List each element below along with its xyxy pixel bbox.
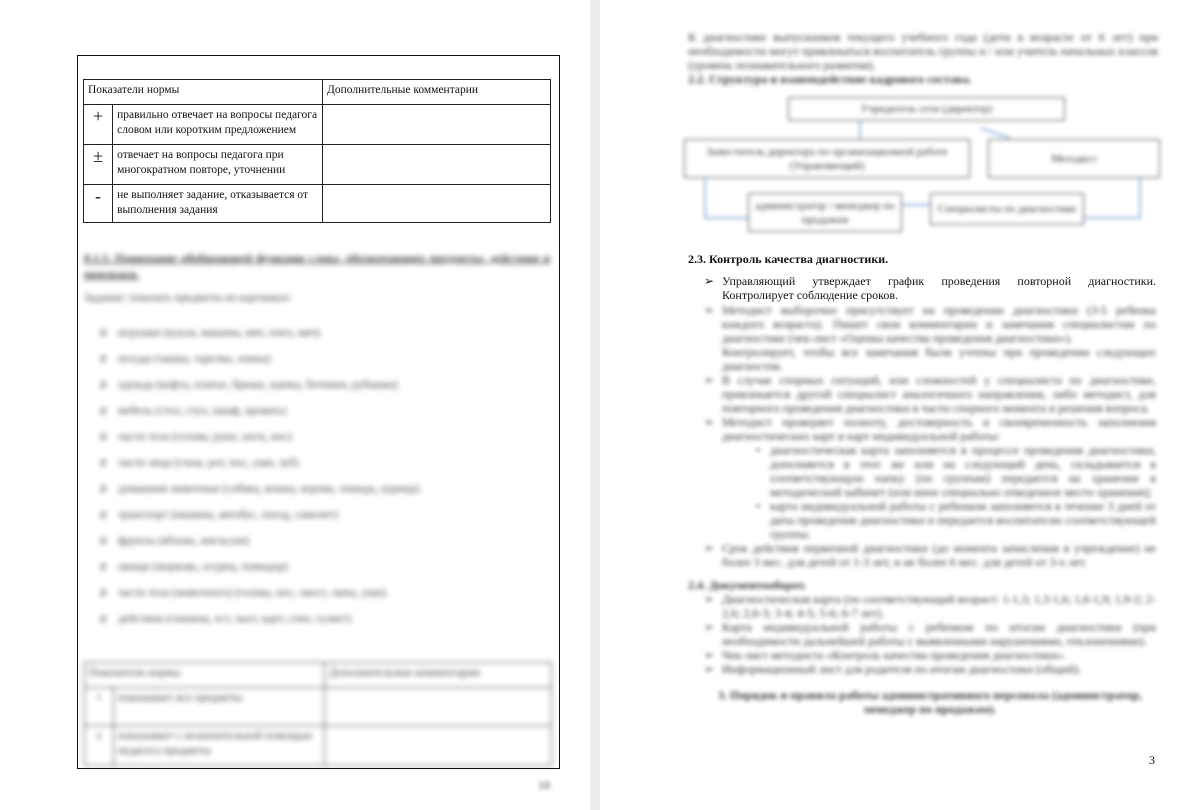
row-text: не выполняет задание, отказывается от выполнения задания xyxy=(113,185,323,223)
header-indicators: Показатели нормы xyxy=(84,80,323,105)
norms-table xyxy=(83,79,551,223)
hash-bullet-icon: # xyxy=(100,559,107,574)
org-box-founder: Учредитель сети (директор) xyxy=(788,97,1065,121)
table-row xyxy=(84,105,551,145)
symbol-plus: + xyxy=(85,688,114,726)
list-item: ➢ Срок действия первичной диагностики (до момента зачисления в учреждение) не более 3 мес. для детей от 1-3 лет, и не более 6 мес. для детей от 3-х лет. xyxy=(704,541,1156,569)
list-item: # овощи (морковь, огурец, помидор) xyxy=(100,559,288,574)
right-page xyxy=(600,0,1199,810)
quality-blurred-list xyxy=(704,303,1156,569)
row-text: правильно отвечает на вопросы педагога словом или коротким предложением xyxy=(113,105,323,145)
row-comment xyxy=(323,185,551,223)
org-box-deputy: Заместитель директора по организационной работе (Управляющий) xyxy=(684,139,970,178)
symbol-plus-minus: ± xyxy=(85,726,114,766)
header-comments: Дополнительные комментарии xyxy=(323,80,551,105)
quality-heading: 2.3. Контроль качества диагностики. xyxy=(688,252,889,266)
row-text: отвечает на вопросы педагога при многократном повторе, уточнении xyxy=(113,145,323,185)
row-comment xyxy=(325,726,552,766)
hash-bullet-icon: # xyxy=(100,403,107,418)
row-comment xyxy=(323,105,551,145)
row-comment xyxy=(323,145,551,185)
left-page xyxy=(0,0,590,810)
list-item: # части лица (глаза, рот, нос, уши, зуб) xyxy=(100,455,299,470)
hash-bullet-icon: # xyxy=(100,533,107,548)
list-item: # части тела (животного) (голова, нос, хвост, лапы, уши) xyxy=(100,585,387,600)
list-item: ➢ Чек-лист методиста «Контроль качества проведения диагностики». xyxy=(704,648,1156,662)
list-item: • карта индивидуальной работы с ребенком заполняется в течение 3 дней от даты проведения диагностики и передается воспитателю соответствующей группы. xyxy=(756,499,1156,541)
hash-bullet-icon: # xyxy=(100,325,107,340)
structure-heading: 2.2. Структура и взаимодействие кадрового состава. xyxy=(688,72,972,86)
org-box-specialists: Специалисты по диагностике xyxy=(930,193,1084,225)
symbol-plus: + xyxy=(84,105,113,145)
header-comments: Дополнительные комментарии xyxy=(325,663,552,688)
table-row xyxy=(85,688,552,726)
hash-bullet-icon: # xyxy=(100,351,107,366)
hash-bullet-icon: # xyxy=(100,377,107,392)
page-number: 3 xyxy=(1149,753,1155,767)
table-row xyxy=(85,726,552,766)
hash-bullet-icon: # xyxy=(100,481,107,496)
row-text: показывает с незначительной помощью педагога предметы xyxy=(114,726,325,766)
list-item: # фрукты (яблоко, апельсин) xyxy=(100,533,249,548)
list-item: # мебель (стол, стул, шкаф, кровать) xyxy=(100,403,287,418)
table-header-row xyxy=(84,80,551,105)
list-item: # домашние животные (собака, кошка, корова, лошадь, курица) xyxy=(100,481,420,496)
list-item: ➢ Диагностическая карта (по соответствующий возраст: 1-1,3; 1,3-1,6; 1,6-1,9; 1,9-2; 2-2,6; 2,6-3; 3-4; 4-5; 5-6; 6-7 лет). xyxy=(704,592,1156,620)
header-indicators: Показатели нормы xyxy=(85,663,325,688)
hash-bullet-icon: # xyxy=(100,429,107,444)
org-box-admin: администратор / менеджер по продажам xyxy=(748,193,902,232)
list-item: # действия (спишеш, ест, пьет, идет, спит, гуляет) xyxy=(100,611,351,626)
table-row xyxy=(84,145,551,185)
row-comment xyxy=(325,688,552,726)
arrow-bullet-icon: ➢ xyxy=(704,274,715,288)
quality-list xyxy=(704,274,1156,302)
list-item: ➢ Методист выборочно присутствует на проведении диагностики (3-5 ребенка каждого возраста). Пишет свои комментарии и замечания специалистам по диагностике (чек-лист «Оценка качества проведения диагностики»). xyxy=(704,303,1156,345)
section-task: Задание: показать предметы на картинках: xyxy=(84,292,292,304)
symbol-plus-minus: ± xyxy=(84,145,113,185)
symbol-minus: - xyxy=(84,185,113,223)
list-item: ➢ Управляющий утверждает график проведения повторной диагностики. Контролирует соблюдение сроков. xyxy=(704,274,1156,302)
page-number: 10 xyxy=(538,778,550,792)
hash-bullet-icon: # xyxy=(100,611,107,626)
list-item: • диагностическая карта заполняется в процессе проведения диагностики, дополняется в этот же или на следующий день, складывается в соответствующую папку (по группам) передается на хранение в методический кабинет (или иное специально отведенное место хранения); xyxy=(756,443,1156,499)
blurred-section xyxy=(78,232,558,766)
norms-table-bottom xyxy=(84,662,552,766)
list-item: # части тела (голова, руки, ноги, нос) xyxy=(100,429,292,444)
list-item: # посуда (чашка, тарелка, ложка) xyxy=(100,351,271,366)
table-header-row xyxy=(85,663,552,688)
list-item: ➢ Методист проверяет полноту, достоверность и своевременность заполнения диагностических карт и карт индивидуальной работы: xyxy=(704,415,1156,443)
section-title: 8.1.5. Понимание обобщающей функции слова, обозначающих предметы, действия и признаки. xyxy=(84,251,550,281)
list-item: ➢ В случае спорных ситуаций, или сложностей у специалиста по диагностике, привлекается другой специалист аналогичного направления, либо методист, для повторного проведения диагностики в части спорного момента и решения вопроса. xyxy=(704,373,1156,415)
table-row xyxy=(84,185,551,223)
row-text: показывает все предметы xyxy=(114,688,325,726)
list-item: # транспорт (машина, автобус, поезд, самолет) xyxy=(100,507,338,522)
org-box-methodist: Методист xyxy=(988,139,1160,178)
org-chart xyxy=(600,0,1199,250)
list-item: # игрушки (кукла, машина, мяч, пчел, мяч) xyxy=(100,325,321,340)
docs-list xyxy=(704,592,1156,676)
word-list xyxy=(100,320,419,632)
intro-paragraph: К диагностике выпускников текущего учебного года (дети в возрасте от 6 лет) при необходимости могут привлекаться воспитатель группы и / или учитель начальных классов (уровень познавательного развития). xyxy=(688,30,1158,72)
docs-heading: 2.4. Документооборот. xyxy=(688,578,807,592)
list-item: ➢ Карта индивидуальной работы с ребенком по итогам диагностики (при необходимости дальнейшей работы с выявленными нарушениями, отклонениями). xyxy=(704,620,1156,648)
list-item: # одежда (кофта, платье, брюки, шапка, ботинки, рубашка) xyxy=(100,377,398,392)
section3-heading: 3. Порядок и правила работы административного персонала (администратор, менеджер по продажам). xyxy=(718,688,1142,716)
list-item: ➢ Информационный лист для родителя по итогам диагностики (общий). xyxy=(704,662,1156,676)
list-item: Контролирует, чтобы все замечания были учтены при проведении следующих диагностик. xyxy=(722,345,1156,373)
hash-bullet-icon: # xyxy=(100,455,107,470)
hash-bullet-icon: # xyxy=(100,507,107,522)
hash-bullet-icon: # xyxy=(100,585,107,600)
